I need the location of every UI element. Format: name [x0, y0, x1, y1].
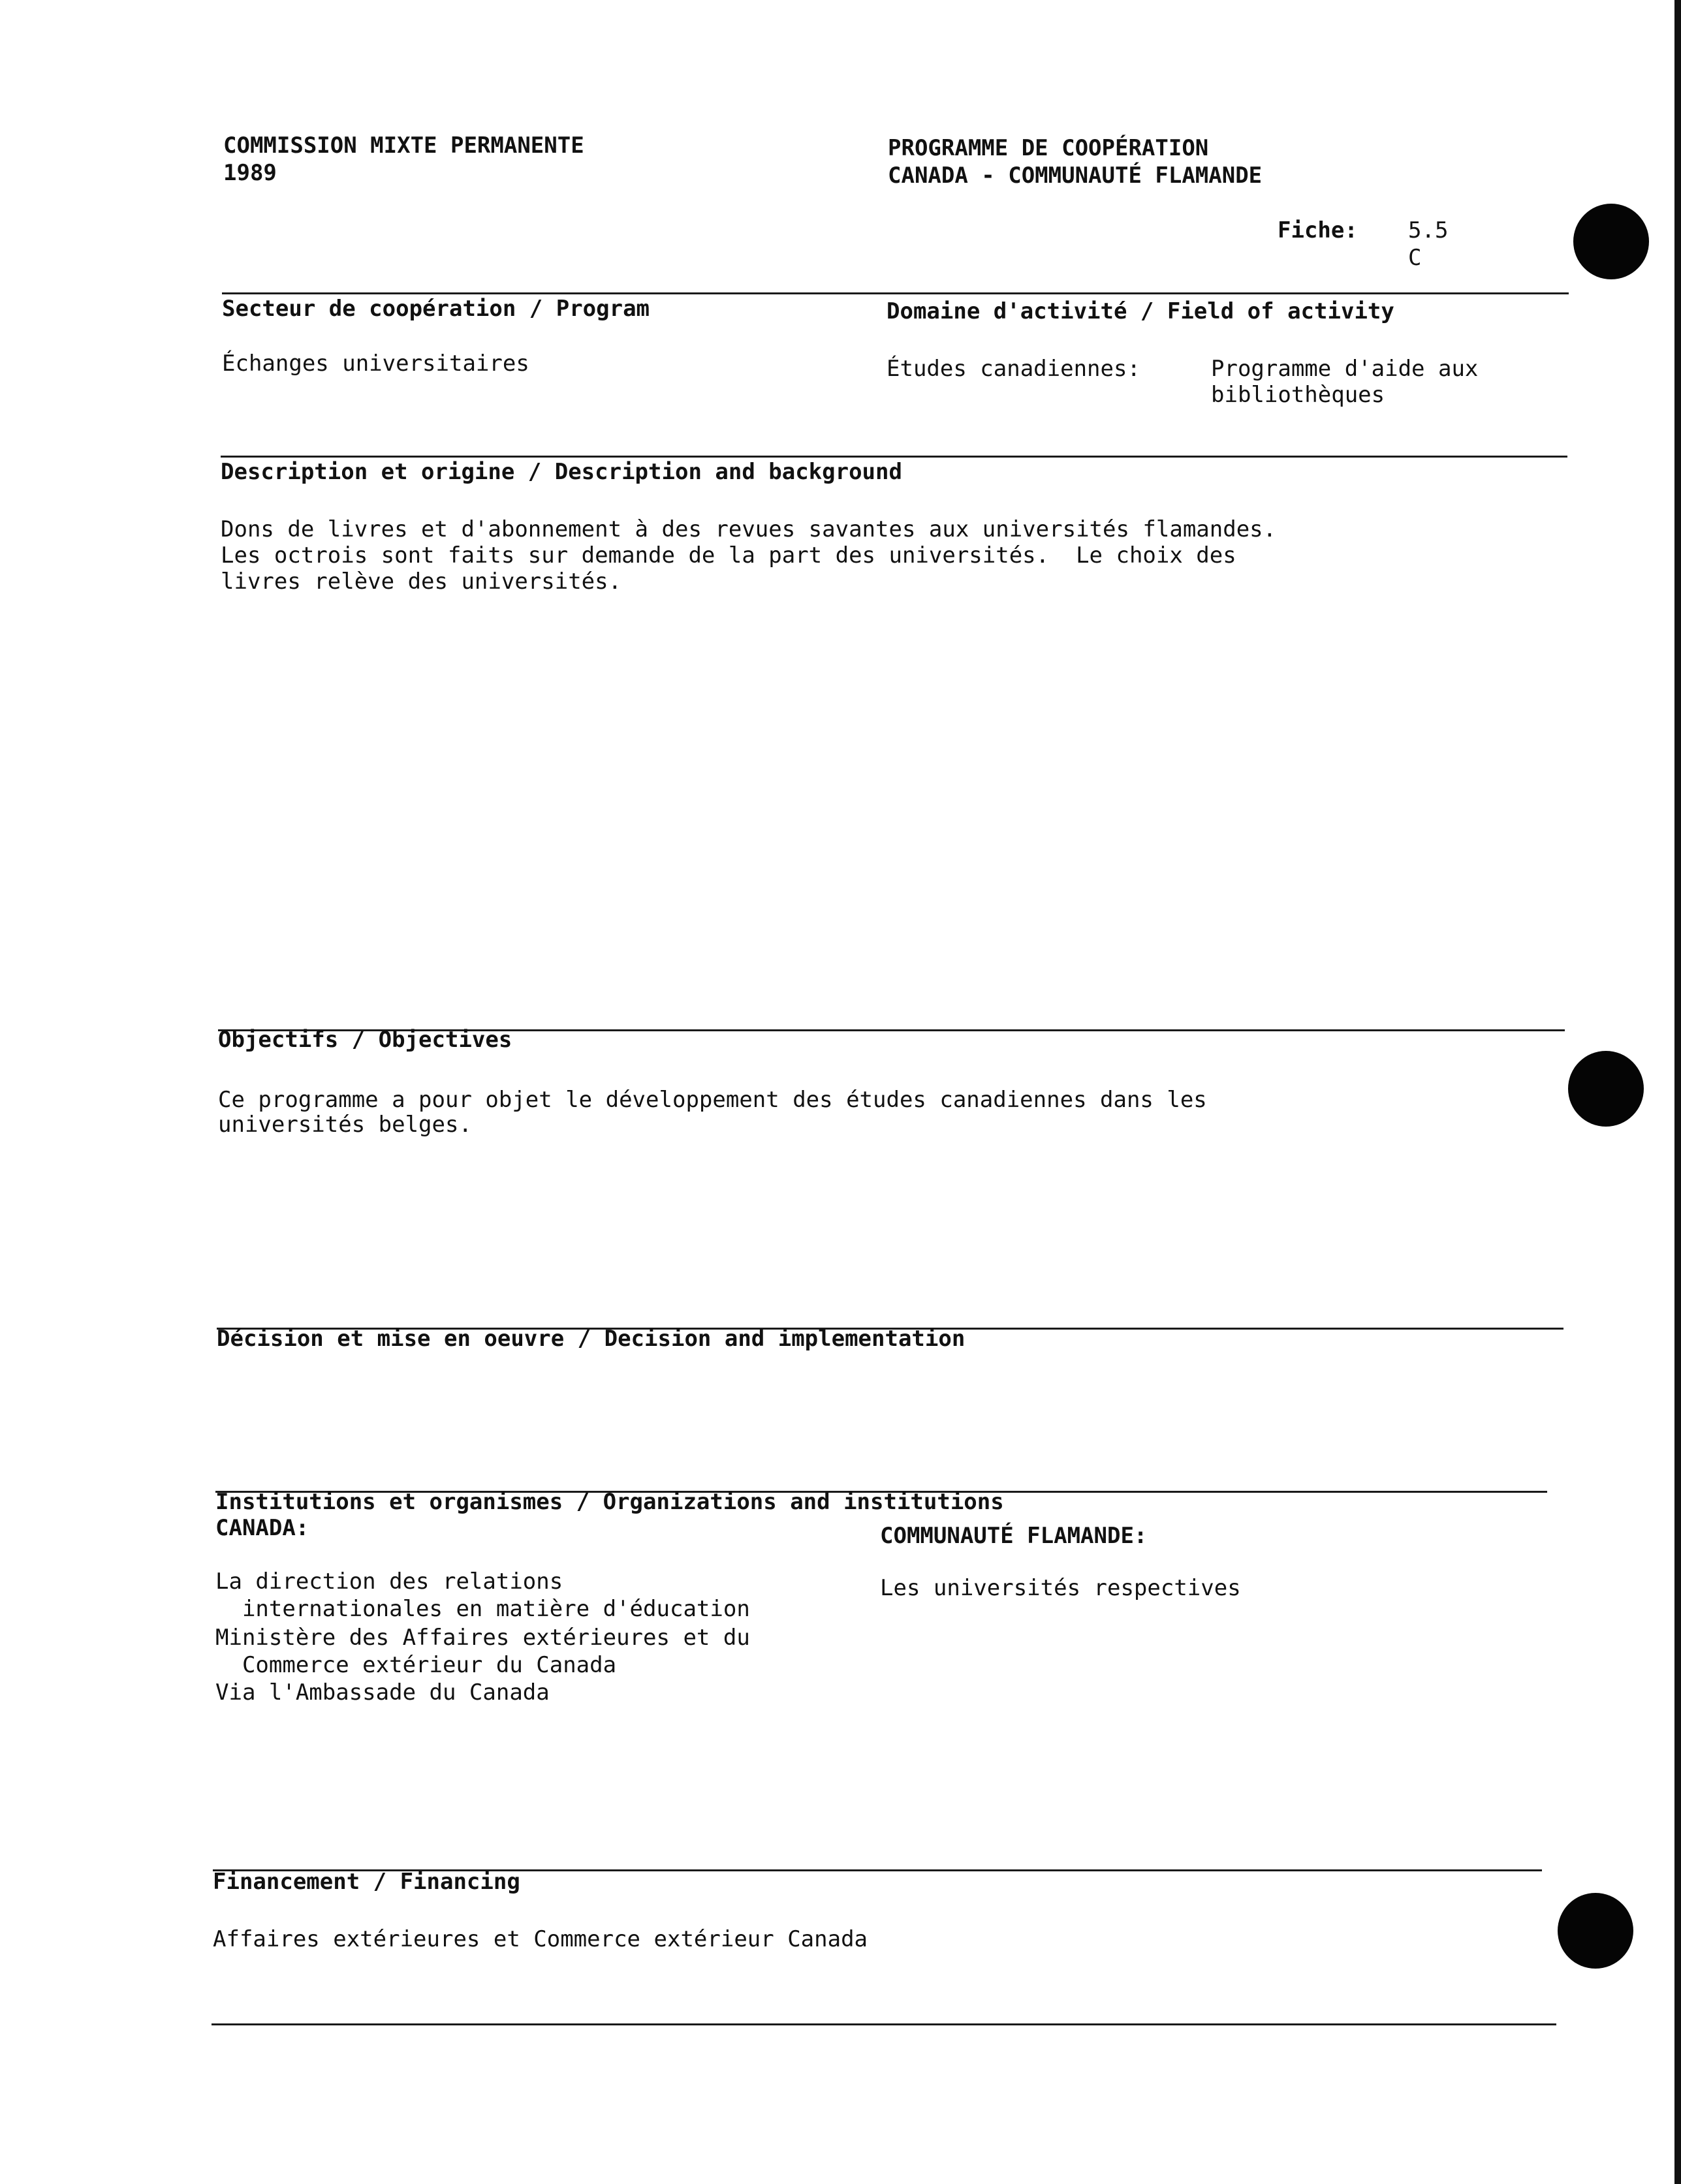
canada-label: CANADA: — [215, 1515, 309, 1541]
programme-subtitle: CANADA - COMMUNAUTÉ FLAMANDE — [888, 163, 1263, 189]
flemish-value: Les universités respectives — [880, 1575, 1241, 1601]
punch-hole — [1573, 204, 1649, 279]
fiche-label: Fiche: — [1278, 217, 1358, 243]
fiche-letter: C — [1408, 245, 1422, 271]
objectives-line1: Ce programme a pour objet le développement des études canadiennes dans les — [218, 1087, 1207, 1113]
decision-heading: Décision et mise en oeuvre / Decision and implementation — [217, 1326, 966, 1352]
divider-description — [221, 456, 1567, 458]
flemish-label: COMMUNAUTÉ FLAMANDE: — [880, 1523, 1148, 1549]
description-heading: Description et origine / Description and background — [221, 459, 902, 485]
commission-title: COMMISSION MIXTE PERMANENTE — [223, 133, 584, 159]
scan-edge — [1674, 0, 1681, 2184]
domain-value-line1: Programme d'aide aux — [1211, 356, 1479, 382]
canada-line: Via l'Ambassade du Canada — [215, 1679, 550, 1706]
sector-heading: Secteur de coopération / Program — [222, 296, 650, 322]
domain-value-label: Études canadiennes: — [887, 356, 1140, 382]
description-line3: livres relève des universités. — [221, 569, 622, 595]
financing-heading: Financement / Financing — [213, 1869, 520, 1895]
canada-line: Commerce extérieur du Canada — [215, 1652, 617, 1678]
description-line1: Dons de livres et d'abonnement à des revues savantes aux universités flamandes. — [221, 516, 1277, 542]
divider-bottom — [212, 2023, 1556, 2025]
objectives-heading: Objectifs / Objectives — [218, 1027, 512, 1053]
canada-line: La direction des relations — [215, 1568, 563, 1595]
objectives-line2: universités belges. — [218, 1112, 472, 1138]
domain-heading: Domaine d'activité / Field of activity — [887, 298, 1394, 324]
financing-value: Affaires extérieures et Commerce extérieur Canada — [213, 1926, 868, 1952]
programme-title: PROGRAMME DE COOPÉRATION — [888, 135, 1209, 161]
canada-line: Ministère des Affaires extérieures et du — [215, 1625, 750, 1651]
institutions-heading: Institutions et organismes / Organizations and institutions — [215, 1489, 1004, 1515]
punch-hole — [1558, 1893, 1633, 1969]
domain-value-line2: bibliothèques — [1211, 382, 1385, 408]
punch-hole — [1568, 1051, 1644, 1127]
canada-line: internationales en matière d'éducation — [215, 1596, 750, 1622]
divider-sector — [222, 292, 1569, 294]
sector-value: Échanges universitaires — [222, 351, 529, 377]
description-line2: Les octrois sont faits sur demande de la part des universités. Le choix des — [221, 542, 1236, 569]
fiche-number: 5.5 — [1408, 217, 1449, 243]
commission-year: 1989 — [223, 160, 277, 186]
